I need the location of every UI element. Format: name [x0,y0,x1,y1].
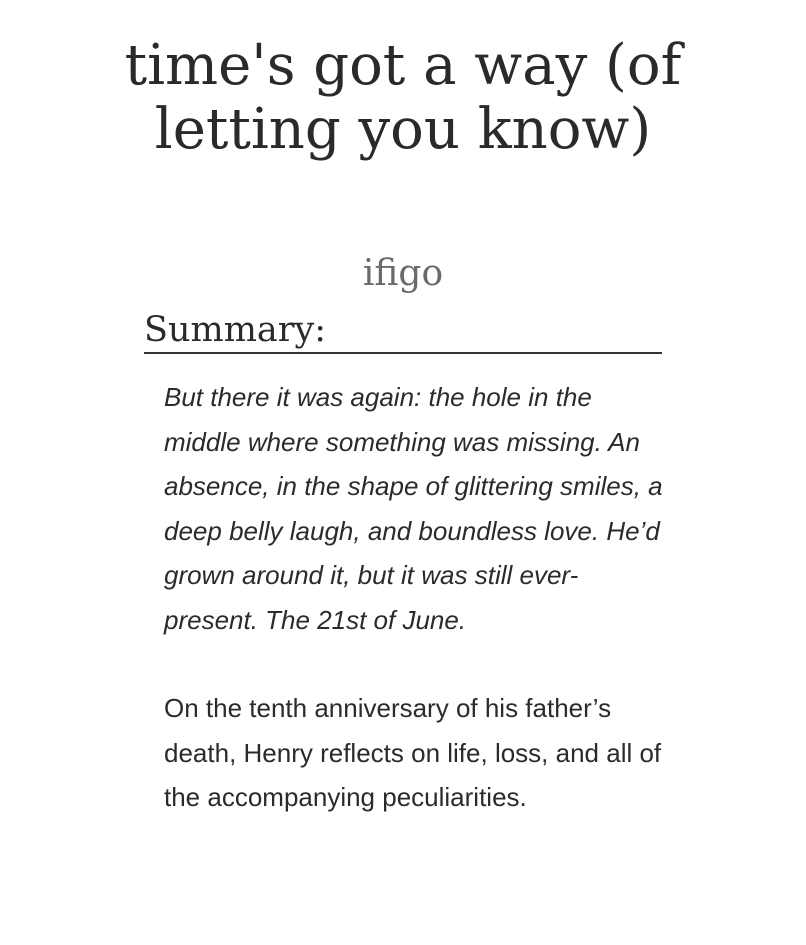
summary-quote: But there it was again: the hole in the middle where something was missing. An absence, in the shape of glittering smiles, a deep belly laugh, and boundless love. He’d grown around it, but it was still ever-present. The 21st of June. [164,382,663,635]
work-title: time's got a way (of letting you know) [124,33,682,162]
author-link[interactable]: ifigo [362,253,444,294]
summary-body [164,375,664,820]
summary-blurb: On the tenth anniversary of his father’s death, Henry reflects on life, loss, and all of the accompanying peculiarities. [164,693,662,812]
summary-heading: Summary: [144,308,662,354]
